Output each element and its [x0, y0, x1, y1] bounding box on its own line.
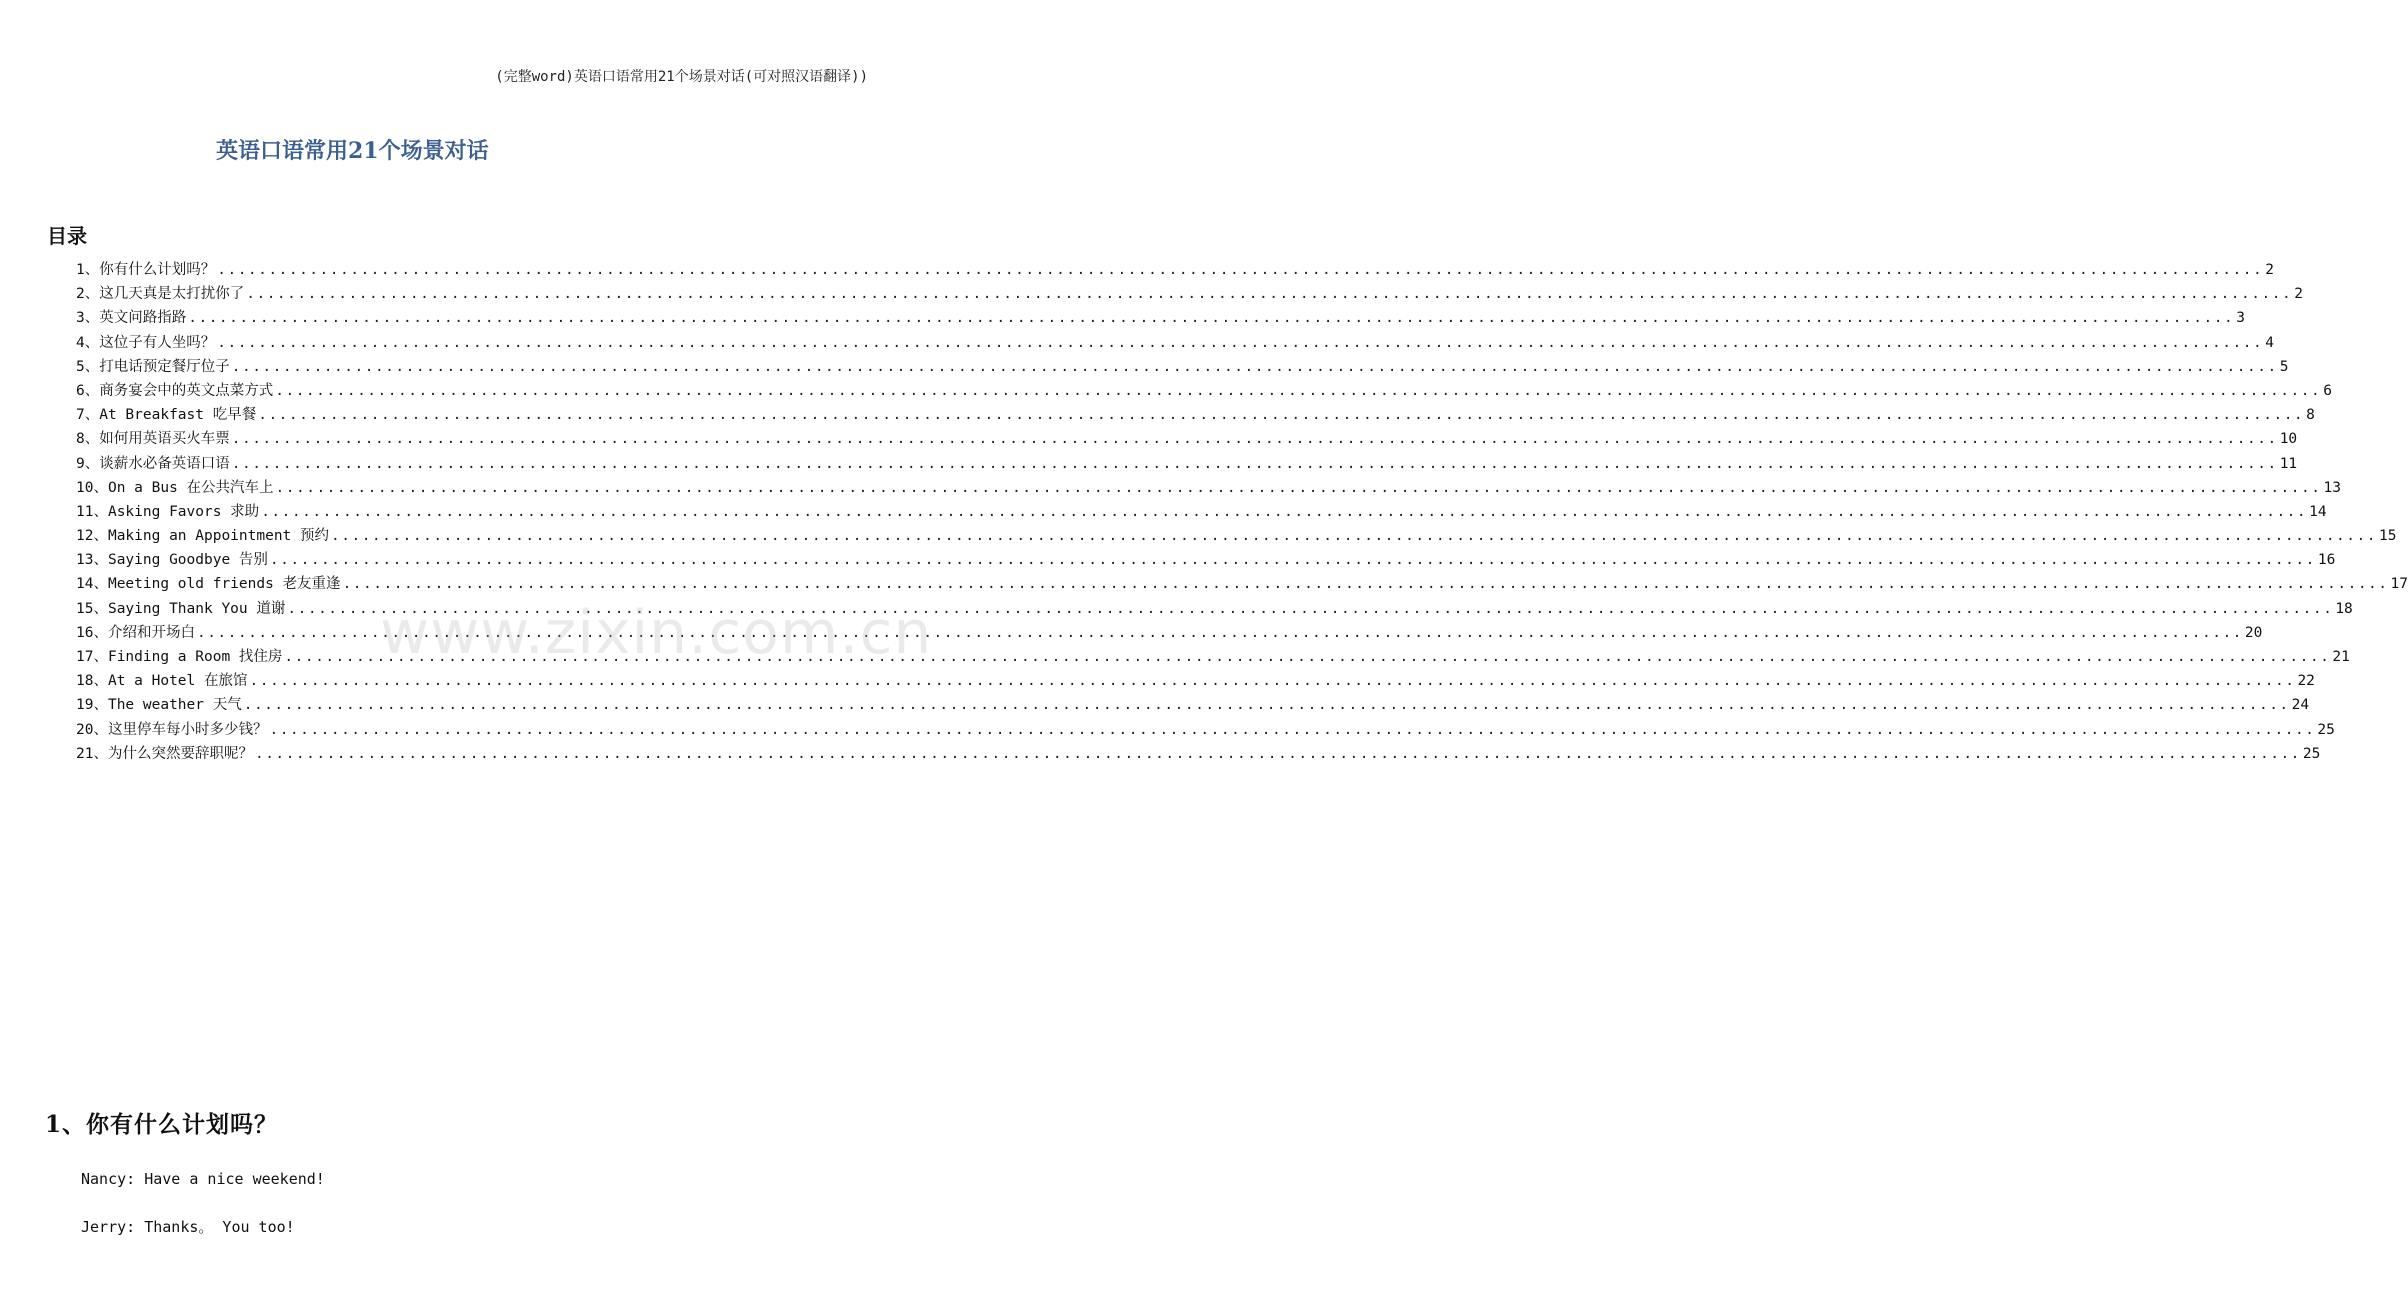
toc-leader-dots: ........................................................................................................................................................................................................ — [196, 624, 2243, 641]
dialogue-line: Nancy: Have a nice weekend! — [81, 1170, 325, 1188]
toc-item-label: 16、介绍和开场白 — [76, 624, 195, 641]
toc-item[interactable] — [76, 379, 2332, 403]
toc-item-label: 10、On a Bus 在公共汽车上 — [76, 479, 274, 496]
toc-item-page: 11 — [2279, 455, 2298, 472]
toc-leader-dots: ........................................................................................................................................................................................................ — [269, 552, 2316, 569]
toc-item[interactable] — [76, 452, 2298, 476]
toc-item-label: 6、商务宴会中的英文点菜方式 — [76, 382, 274, 399]
table-of-contents — [76, 258, 2408, 766]
toc-leader-dots: ........................................................................................................................................................................................................ — [246, 286, 2293, 303]
toc-leader-dots: ........................................................................................................................................................................................................ — [217, 334, 2264, 351]
toc-item-page: 4 — [2265, 334, 2274, 351]
toc-item-page: 6 — [2323, 382, 2332, 399]
section-heading: 1、你有什么计划吗？ — [45, 1111, 279, 1138]
toc-leader-dots: ........................................................................................................................................................................................................ — [331, 528, 2377, 545]
toc-item-label: 12、Making an Appointment 预约 — [76, 528, 330, 545]
toc-item[interactable] — [76, 572, 2408, 596]
toc-leader-dots: ........................................................................................................................................................................................................ — [275, 479, 2322, 496]
toc-item-page: 8 — [2306, 407, 2315, 424]
toc-item[interactable] — [76, 693, 2310, 717]
toc-item-page: 21 — [2332, 649, 2350, 665]
toc-item[interactable] — [76, 524, 2397, 548]
toc-item-label: 13、Saying Goodbye 告别 — [76, 552, 268, 569]
toc-leader-dots: ........................................................................................................................................................................................................ — [231, 358, 2278, 375]
toc-leader-dots: ........................................................................................................................................................................................................ — [284, 649, 2331, 665]
toc-item-label: 19、The weather 天气 — [76, 697, 242, 714]
toc-leader-dots: ........................................................................................................................................................................................................ — [188, 310, 2235, 327]
toc-item-label: 1、你有什么计划吗？ — [76, 262, 216, 278]
toc-item-label: 4、这位子有人坐吗？ — [76, 334, 216, 351]
toc-item[interactable] — [76, 331, 2274, 355]
toc-item-page: 2 — [2265, 262, 2274, 278]
toc-item-page: 2 — [2294, 286, 2303, 303]
toc-item-label: 5、打电话预定餐厅位子 — [76, 358, 230, 375]
toc-item[interactable] — [76, 306, 2245, 330]
toc-item-label: 14、Meeting old friends 老友重逢 — [76, 576, 341, 593]
toc-item-page: 24 — [2291, 697, 2310, 714]
dialogue-line: Jerry: Thanks。 You too! — [81, 1218, 295, 1236]
toc-item-label: 20、这里停车每小时多少钱？ — [76, 721, 268, 738]
toc-item[interactable] — [76, 548, 2336, 572]
toc-item[interactable] — [76, 645, 2350, 669]
toc-item[interactable] — [76, 427, 2298, 451]
toc-item-page: 22 — [2297, 673, 2315, 690]
toc-item-label: 18、At a Hotel 在旅馆 — [76, 673, 248, 690]
toc-item-page: 3 — [2236, 310, 2245, 327]
toc-item-page: 18 — [2335, 600, 2353, 617]
toc-leader-dots: ........................................................................................................................................................................................................ — [243, 697, 2290, 714]
toc-leader-dots: ........................................................................................................................................................................................................ — [231, 455, 2278, 472]
toc-item[interactable] — [76, 403, 2315, 427]
toc-leader-dots: ........................................................................................................................................................................................................ — [269, 721, 2316, 738]
toc-item[interactable] — [76, 597, 2353, 621]
toc-item-page: 13 — [2323, 479, 2341, 496]
toc-leader-dots: ........................................................................................................................................................................................................ — [254, 745, 2301, 762]
toc-item-label: 15、Saying Thank You 道谢 — [76, 600, 286, 617]
toc-item-page: 20 — [2244, 624, 2263, 641]
toc-leader-dots: ........................................................................................................................................................................................................ — [287, 600, 2334, 617]
toc-item-page: 17 — [2390, 576, 2408, 593]
toc-leader-dots: ........................................................................................................................................................................................................ — [342, 576, 2389, 593]
toc-item-label: 9、谈薪水必备英语口语 — [76, 455, 230, 472]
toc-item-label: 11、Asking Favors 求助 — [76, 503, 260, 520]
toc-item-label: 2、这几天真是太打扰你了 — [76, 286, 245, 303]
toc-leader-dots: ........................................................................................................................................................................................................ — [249, 673, 2296, 690]
toc-item[interactable] — [76, 718, 2335, 742]
toc-item-label: 3、英文问路指路 — [76, 310, 187, 327]
toc-leader-dots: ........................................................................................................................................................................................................ — [231, 431, 2278, 448]
toc-item-label: 8、如何用英语买火车票 — [76, 431, 230, 448]
toc-item[interactable] — [76, 621, 2263, 645]
toc-item-page: 10 — [2279, 431, 2298, 448]
toc-item-page: 25 — [2317, 721, 2335, 738]
toc-leader-dots: ........................................................................................................................................................................................................ — [261, 503, 2308, 520]
toc-item-page: 25 — [2302, 745, 2321, 762]
toc-item-page: 16 — [2317, 552, 2336, 569]
watermark: www.zixin.com.cn — [380, 598, 933, 668]
toc-leader-dots: ........................................................................................................................................................................................................ — [275, 382, 2322, 399]
toc-heading: 目录 — [47, 224, 87, 248]
toc-item-label: 7、At Breakfast 吃早餐 — [76, 407, 257, 424]
toc-item-label: 17、Finding a Room 找住房 — [76, 649, 283, 665]
toc-item[interactable] — [76, 476, 2341, 500]
running-header: (完整word)英语口语常用21个场景对话(可对照汉语翻译)) — [495, 69, 868, 85]
toc-item-page: 5 — [2279, 358, 2289, 375]
toc-leader-dots: ........................................................................................................................................................................................................ — [217, 262, 2264, 278]
toc-item[interactable] — [76, 258, 2274, 282]
toc-item-page: 14 — [2309, 503, 2327, 520]
toc-item-label: 21、为什么突然要辞职呢？ — [76, 745, 253, 762]
document-title: 英语口语常用21个场景对话 — [216, 138, 489, 164]
toc-item[interactable] — [76, 500, 2327, 524]
toc-item-page: 15 — [2378, 528, 2397, 545]
toc-item[interactable] — [76, 669, 2315, 693]
toc-item[interactable] — [76, 742, 2321, 766]
toc-item[interactable] — [76, 282, 2303, 306]
toc-leader-dots: ........................................................................................................................................................................................................ — [258, 407, 2305, 424]
toc-item[interactable] — [76, 355, 2289, 379]
